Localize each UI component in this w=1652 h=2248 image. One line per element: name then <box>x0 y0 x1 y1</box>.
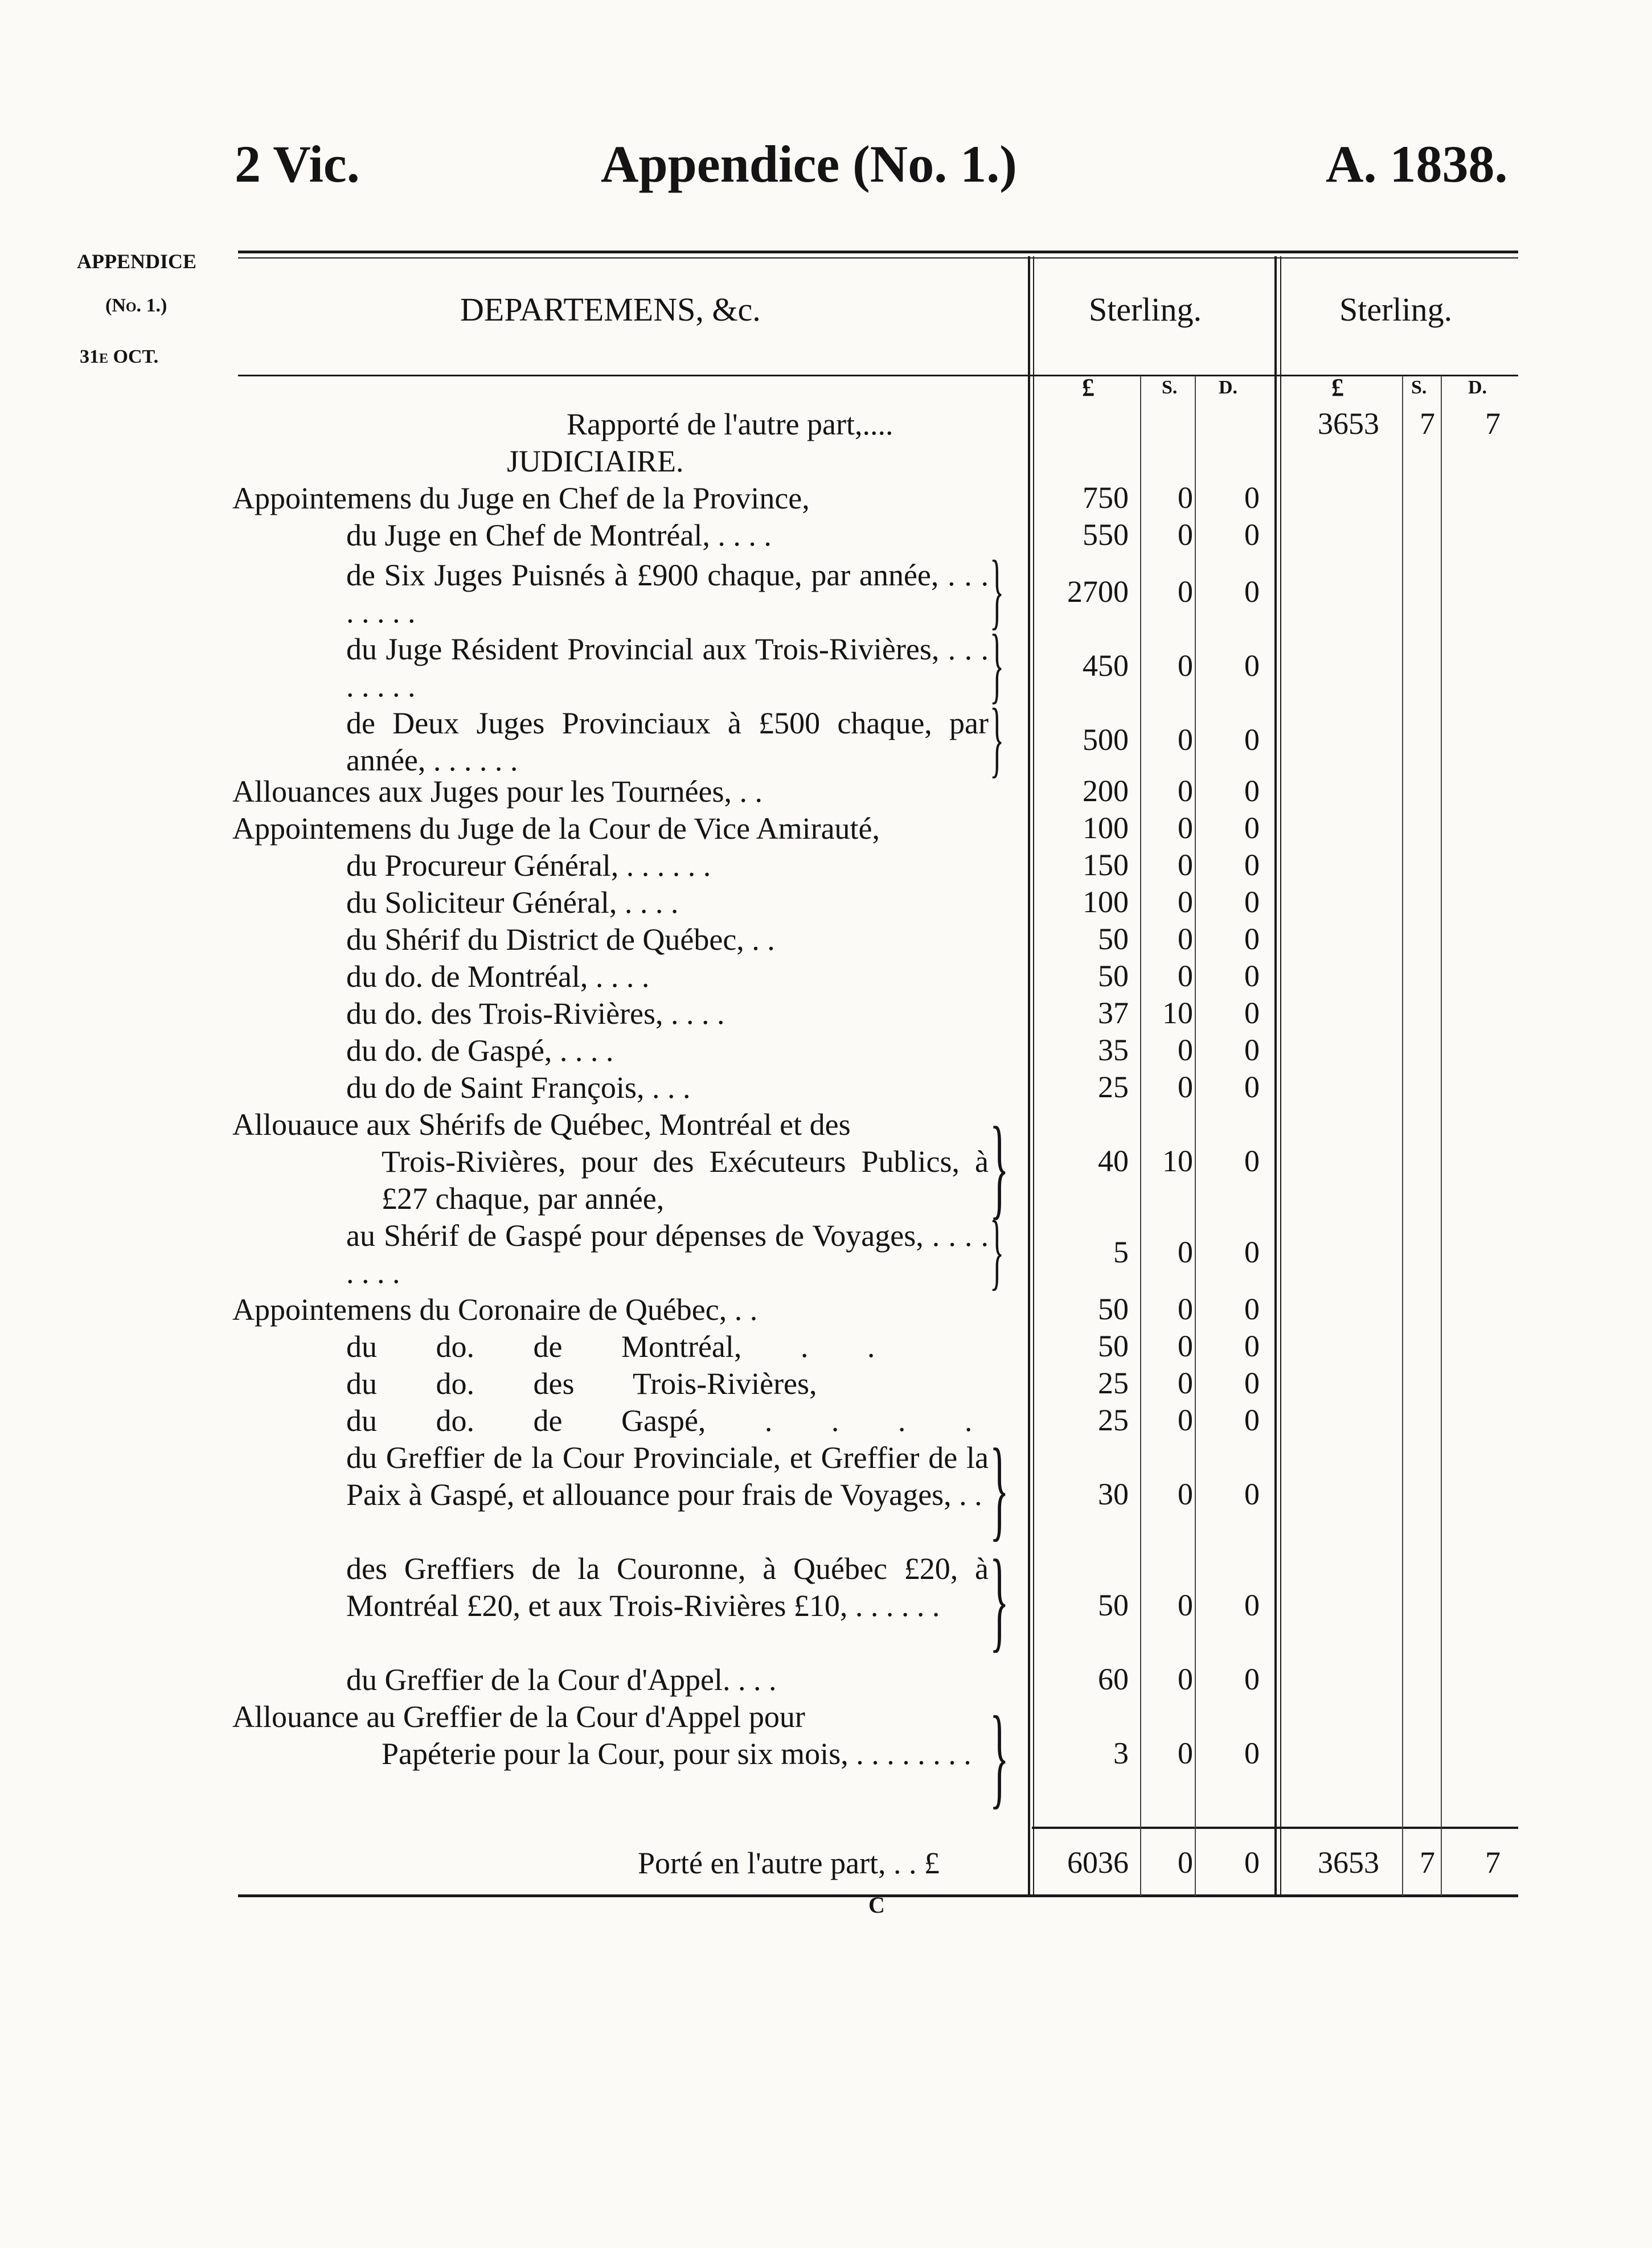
entry-shillings: 10 <box>1162 996 1193 1030</box>
entry-pence: 0 <box>1244 1144 1260 1178</box>
entry-shillings: 0 <box>1178 1403 1193 1437</box>
entry-pounds: 60 <box>1098 1662 1129 1696</box>
entry-pence: 0 <box>1244 1366 1260 1400</box>
header-bottom-rule <box>238 375 1518 376</box>
entry-pence: 0 <box>1244 1477 1260 1511</box>
header-session: 2 Vic. <box>235 135 360 193</box>
entry-pence: 0 <box>1244 1329 1260 1363</box>
entry-pounds: 37 <box>1098 996 1129 1030</box>
entry-pence: 0 <box>1244 649 1260 683</box>
entry-pence: 0 <box>1244 1235 1260 1269</box>
entry-pounds: 3 <box>1113 1736 1129 1770</box>
entry-pence: 0 <box>1244 959 1260 993</box>
col-rule-s2 <box>1402 376 1403 1896</box>
entry-shillings: 0 <box>1178 1235 1193 1269</box>
entry-shillings: 0 <box>1178 922 1193 956</box>
entry-description: de Six Juges Puisnés à £900 chaque, par année, . . . . . . . . <box>346 558 989 629</box>
entry-shillings: 0 <box>1178 1033 1193 1067</box>
entry-pence: 0 <box>1244 1403 1260 1437</box>
col-rule-left-thin <box>1033 256 1034 1896</box>
entry-pence: 0 <box>1244 922 1260 956</box>
carried-forward-pence-2: 7 <box>1485 1845 1501 1880</box>
col-rule-mid <box>1274 256 1277 1896</box>
entry-description: du do. des Trois-Rivières, . . . . <box>346 996 725 1031</box>
entry-pounds: 2700 <box>1067 575 1129 609</box>
entry-pounds: 50 <box>1098 1329 1129 1363</box>
header-year: A. 1838. <box>1326 135 1508 193</box>
entry-pounds: 50 <box>1098 1588 1129 1622</box>
entry-pence: 0 <box>1244 1033 1260 1067</box>
entry-pence: 0 <box>1244 996 1260 1030</box>
margin-date: 31e OCT. <box>80 346 159 367</box>
entry-description: Appointemens du Juge en Chef de la Province, <box>232 481 810 515</box>
carried-forward-label: Porté en l'autre part, . . £ <box>638 1846 940 1880</box>
entry-pounds: 30 <box>1098 1477 1129 1511</box>
entry-shillings: 0 <box>1178 1477 1193 1511</box>
entry-shillings: 0 <box>1178 774 1193 808</box>
brace: } <box>990 1426 1009 1552</box>
col-title-sterling-1: Sterling. <box>1089 291 1202 328</box>
sub-head-pound-1: £ <box>1082 374 1094 401</box>
entry-description: du Soliciteur Général, . . . . <box>346 885 679 920</box>
brought-forward-shillings: 7 <box>1420 407 1435 441</box>
brace: } <box>990 617 1005 712</box>
entry-description: du Juge en Chef de Montréal, . . . . <box>346 518 772 552</box>
brace: } <box>990 1693 1009 1819</box>
entry-pence: 0 <box>1244 1292 1260 1326</box>
sub-head-s-1: S. <box>1162 377 1178 398</box>
entry-shillings: 0 <box>1178 811 1193 845</box>
table-top-rule-thin <box>238 257 1518 259</box>
entry-description: du do. de Montréal, . . . . <box>346 959 650 994</box>
entry-description: Allouauce aux Shérifs de Québec, Montréal et des <box>232 1107 851 1142</box>
entry-pounds: 25 <box>1098 1366 1129 1400</box>
brace: } <box>990 1204 1005 1298</box>
entry-description: Appointemens du Juge de la Cour de Vice Amirauté, <box>232 811 880 846</box>
entry-shillings: 0 <box>1178 575 1193 609</box>
entry-description: du do. des Trois-Rivières, <box>346 1367 817 1401</box>
entry-pence: 0 <box>1244 1070 1260 1104</box>
entry-shillings: 0 <box>1178 723 1193 757</box>
entry-shillings: 10 <box>1162 1144 1193 1178</box>
entry-description: Appointemens du Coronaire de Québec, . . <box>232 1293 758 1327</box>
entry-pence: 0 <box>1244 575 1260 609</box>
entry-pounds: 150 <box>1083 848 1129 882</box>
entry-description: du do. de Gaspé, . . . . <box>346 1404 973 1438</box>
col-rule-mid-thin <box>1280 256 1281 1896</box>
entry-shillings: 0 <box>1178 1588 1193 1622</box>
carried-forward-shillings-2: 7 <box>1420 1845 1435 1880</box>
entry-description: du Procureur Général, . . . . . . <box>346 848 711 883</box>
table-top-rule <box>238 251 1518 253</box>
sub-head-d-2: D. <box>1468 377 1487 398</box>
entry-description: du Greffier de la Cour d'Appel. . . . <box>346 1663 777 1697</box>
entry-pence: 0 <box>1244 885 1260 919</box>
entry-shillings: 0 <box>1178 481 1193 515</box>
entry-pence: 0 <box>1244 811 1260 845</box>
entry-pence: 0 <box>1244 1588 1260 1622</box>
col-rule-d2 <box>1441 376 1442 1896</box>
entry-pence: 0 <box>1244 723 1260 757</box>
col-rule-s <box>1140 376 1141 1896</box>
header-title: Appendice (No. 1.) <box>601 135 1017 193</box>
entry-pounds: 50 <box>1098 922 1129 956</box>
entry-pounds: 25 <box>1098 1403 1129 1437</box>
entry-pounds: 100 <box>1083 811 1129 845</box>
brace: } <box>990 1104 1009 1230</box>
carried-forward-shillings: 0 <box>1178 1845 1193 1880</box>
entry-pence: 0 <box>1244 518 1260 552</box>
brace: } <box>990 691 1005 786</box>
entry-pounds: 200 <box>1083 774 1129 808</box>
entry-shillings: 0 <box>1178 649 1193 683</box>
entry-pounds: 40 <box>1098 1144 1129 1178</box>
entry-shillings: 0 <box>1178 959 1193 993</box>
entry-shillings: 0 <box>1178 518 1193 552</box>
entry-pence: 0 <box>1244 1736 1260 1770</box>
entry-description: du Juge Résident Provincial aux Trois-Rivières, . . . . . . . . <box>346 632 989 703</box>
entry-description: du do. de Gaspé, . . . . <box>346 1033 614 1068</box>
col-rule-left <box>1028 256 1030 1896</box>
margin-number: (No. 1.) <box>105 295 167 316</box>
entry-pence: 0 <box>1244 774 1260 808</box>
entry-pounds: 5 <box>1113 1235 1129 1269</box>
col-title-departments: DEPARTEMENS, &c. <box>460 291 761 328</box>
entry-pence: 0 <box>1244 481 1260 515</box>
sub-head-s-2: S. <box>1411 377 1427 398</box>
entry-shillings: 0 <box>1178 885 1193 919</box>
entry-shillings: 0 <box>1178 1329 1193 1363</box>
entry-pounds: 750 <box>1083 481 1129 515</box>
entry-pounds: 50 <box>1098 959 1129 993</box>
entry-pounds: 450 <box>1083 649 1129 683</box>
entry-description: au Shérif de Gaspé pour dépenses de Voyages, . . . . . . . . <box>346 1219 989 1290</box>
section-judiciaire: JUDICIAIRE. <box>507 444 684 478</box>
entry-shillings: 0 <box>1178 848 1193 882</box>
brace: } <box>990 1537 1009 1663</box>
entry-description-continued: Trois-Rivières, pour des Exécuteurs Publics, à £27 chaque, par année, <box>382 1144 989 1216</box>
entry-pounds: 50 <box>1098 1292 1129 1326</box>
signature-mark: C <box>868 1892 885 1918</box>
entry-pence: 0 <box>1244 1662 1260 1696</box>
entry-description: Allouance au Greffier de la Cour d'Appel pour <box>232 1700 805 1734</box>
carried-forward-pence: 0 <box>1244 1845 1260 1880</box>
brought-forward-pounds: 3653 <box>1318 407 1379 441</box>
entry-pounds: 35 <box>1098 1033 1129 1067</box>
col-title-sterling-2: Sterling. <box>1339 291 1453 328</box>
entry-shillings: 0 <box>1178 1662 1193 1696</box>
entry-shillings: 0 <box>1178 1366 1193 1400</box>
brought-forward-pence: 7 <box>1485 407 1501 441</box>
entry-shillings: 0 <box>1178 1070 1193 1104</box>
brace: } <box>990 543 1005 638</box>
entry-description: du do. de Montréal, . . <box>346 1330 875 1364</box>
margin-appendice: APPENDICE <box>77 250 197 273</box>
entry-description: du do de Saint François, . . . <box>346 1070 691 1105</box>
entry-pounds: 550 <box>1083 518 1129 552</box>
carried-forward-pounds-2: 3653 <box>1318 1845 1379 1880</box>
entry-description: des Greffiers de la Couronne, à Québec £20, à Montréal £20, et aux Trois-Rivières £10, . . . . . . <box>346 1552 989 1623</box>
sub-head-d-1: D. <box>1219 377 1238 398</box>
entry-description-continued: Papéterie pour la Cour, pour six mois, . . . . . . . . <box>382 1737 971 1771</box>
entry-description: du Greffier de la Cour Provinciale, et Greffier de la Paix à Gaspé, et allouance pour frais de Voyages, . . <box>346 1441 989 1512</box>
entry-pounds: 100 <box>1083 885 1129 919</box>
sub-head-pound-2: £ <box>1331 374 1344 401</box>
entry-pounds: 25 <box>1098 1070 1129 1104</box>
entry-description: du Shérif du District de Québec, . . <box>346 922 775 957</box>
entry-shillings: 0 <box>1178 1736 1193 1770</box>
carried-forward-pounds: 6036 <box>1067 1845 1129 1880</box>
entry-shillings: 0 <box>1178 1292 1193 1326</box>
entry-description: de Deux Juges Provinciaux à £500 chaque, par année, . . . . . . <box>346 706 989 777</box>
entry-description: Allouances aux Juges pour les Tournées, . . <box>232 774 763 809</box>
entry-pounds: 500 <box>1083 723 1129 757</box>
entry-pence: 0 <box>1244 848 1260 882</box>
brought-forward-label: Rapporté de l'autre part,.... <box>567 407 893 441</box>
